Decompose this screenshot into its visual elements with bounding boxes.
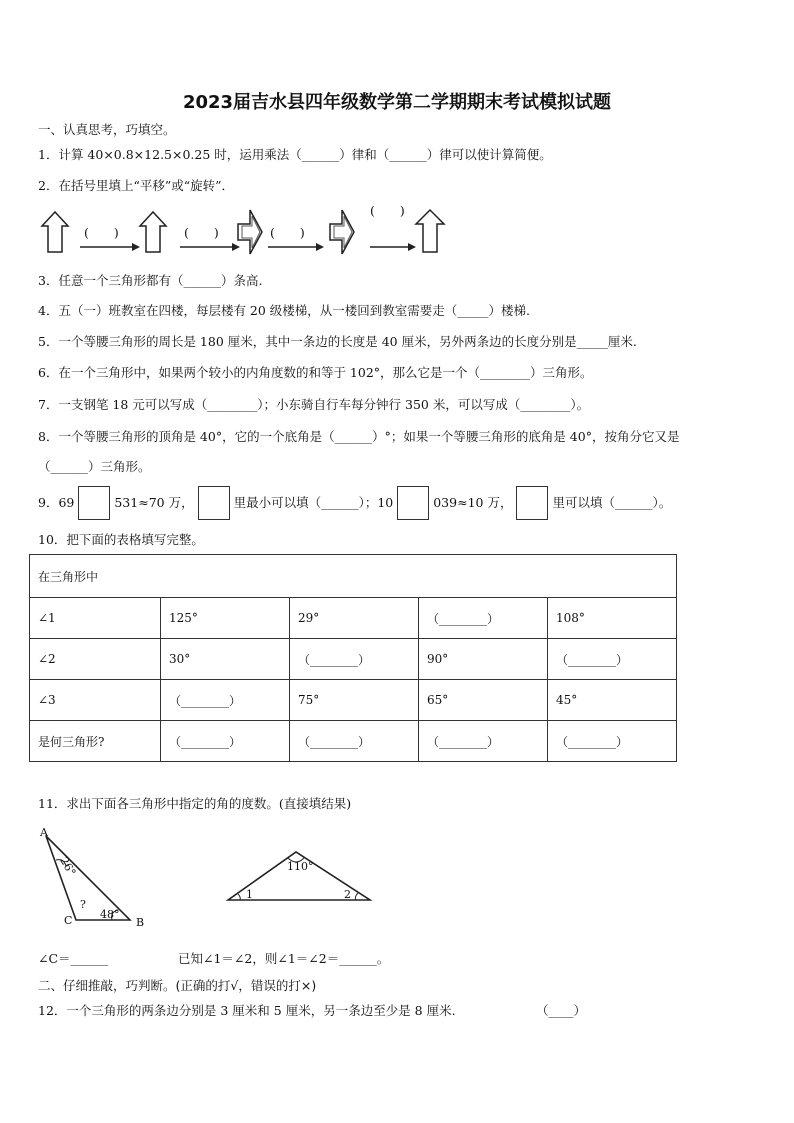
table-cell: ∠1 <box>30 598 161 639</box>
table-cell[interactable]: （________） <box>161 721 290 762</box>
q9-box-2[interactable] <box>198 486 230 520</box>
q2-blank-4[interactable]: ( ) <box>370 203 405 218</box>
question-10: 10．把下面的表格填写完整。 <box>38 532 204 547</box>
table-header-cell: 在三角形中 <box>30 555 677 598</box>
q11-answer-1: ∠C＝______ <box>38 951 109 966</box>
q9-box-1[interactable] <box>78 486 110 520</box>
table-cell[interactable]: （________） <box>548 721 677 762</box>
label-c: C <box>64 914 73 927</box>
label-2: 2 <box>344 888 351 901</box>
arrow-head-1 <box>132 243 140 251</box>
up-arrow-shape-1 <box>42 212 68 252</box>
table-cell[interactable]: （________） <box>419 598 548 639</box>
q2-blank-3[interactable]: ( ) <box>270 225 305 240</box>
arrow-head-3 <box>316 243 324 251</box>
table-cell: 30° <box>161 639 290 680</box>
q9-box-3[interactable] <box>397 486 429 520</box>
table-cell[interactable]: （________） <box>161 680 290 721</box>
question-4: 4．五（一）班教室在四楼，每层楼有 20 级楼梯，从一楼回到教室需要走（_____）楼梯. <box>38 303 531 318</box>
table-cell: 125° <box>161 598 290 639</box>
page-title: 2023届吉水县四年级数学第二学期期末考试模拟试题 <box>182 92 612 113</box>
question-3: 3．任意一个三角形都有（______）条高. <box>38 273 263 288</box>
question-8-line-2: （______）三角形。 <box>38 459 151 474</box>
angle-table <box>29 554 677 762</box>
arrow-head-4 <box>408 243 416 251</box>
table-cell[interactable]: （________） <box>548 639 677 680</box>
question-9 <box>38 486 671 520</box>
right-arrow-inner-1 <box>242 216 260 248</box>
label-question: ? <box>80 898 86 911</box>
label-110: 110° <box>287 860 314 873</box>
question-2: 2．在括号里填上“平移”或“旋转”． <box>38 178 235 193</box>
q9-part-5: 里可以填（______）。 <box>552 495 672 510</box>
angle-1-arc <box>238 894 240 900</box>
table-cell[interactable]: （________） <box>290 639 419 680</box>
q9-part-3: 里最小可以填（______）；10 <box>233 495 394 510</box>
table-cell: ∠2 <box>30 639 161 680</box>
q2-blank-1[interactable]: ( ) <box>84 225 119 240</box>
q2-blank-2[interactable]: ( ) <box>184 225 219 240</box>
q9-part-4: 039≈10 万， <box>433 495 513 510</box>
table-cell: 90° <box>419 639 548 680</box>
q9-box-4[interactable] <box>516 486 548 520</box>
q11-answer-2: 已知∠1＝∠2，则∠1＝∠2＝______。 <box>178 951 390 966</box>
section-1-heading: 一、认真思考，巧填空。 <box>38 122 176 137</box>
up-arrow-shape-3 <box>416 210 444 252</box>
label-a: A <box>40 826 48 839</box>
up-arrow-shape-2 <box>140 212 166 252</box>
table-cell: 是何三角形? <box>30 721 161 762</box>
q9-part-1: 9．69 <box>38 495 75 510</box>
table-cell: ∠3 <box>30 680 161 721</box>
q9-part-2: 531≈70 万， <box>114 495 194 510</box>
question-7: 7．一支钢笔 18 元可以写成（________）；小东骑自行车每分钟行 350 米，可以写成（________）。 <box>38 397 590 412</box>
arrow-head-2 <box>232 243 240 251</box>
label-angle-a: 26° <box>57 854 79 879</box>
question-1: 1．计算 40×0.8×12.5×0.25 时，运用乘法（______）律和（______）律可以使计算简便。 <box>38 147 552 162</box>
right-arrow-inner-2 <box>334 216 352 248</box>
label-1: 1 <box>246 888 253 901</box>
table-row <box>30 598 677 639</box>
question-6: 6．在一个三角形中，如果两个较小的内角度数的和等于 102°，那么它是一个（________）三角形。 <box>38 365 593 380</box>
table-cell: 108° <box>548 598 677 639</box>
table-cell: 65° <box>419 680 548 721</box>
question-12: 12．一个三角形的两条边分别是 3 厘米和 5 厘米，另一条边至少是 8 厘米. <box>38 1003 456 1018</box>
label-b: B <box>136 916 145 929</box>
question-11: 11．求出下面各三角形中指定的角的度数。(直接填结果) <box>38 796 352 811</box>
section-2-heading: 二、仔细推敲，巧判断。(正确的打√，错误的打×) <box>38 978 317 993</box>
table-row <box>30 680 677 721</box>
angle-2-arc <box>355 893 358 900</box>
table-cell: 29° <box>290 598 419 639</box>
question-8-line-1: 8．一个等腰三角形的顶角是 40°，它的一个底角是（______）°；如果一个等腰三角形的底角是 40°，按角分它又是 <box>38 429 680 444</box>
q12-blank[interactable]: （____） <box>536 1003 587 1018</box>
table-cell: 45° <box>548 680 677 721</box>
table-cell[interactable]: （________） <box>290 721 419 762</box>
table-row <box>30 639 677 680</box>
label-angle-b: 48° <box>100 908 120 921</box>
table-cell: 75° <box>290 680 419 721</box>
table-header-row <box>30 555 677 598</box>
question-5: 5．一个等腰三角形的周长是 180 厘米，其中一条边的长度是 40 厘米，另外两条边的长度分别是_____厘米. <box>38 334 637 349</box>
table-row <box>30 721 677 762</box>
table-cell[interactable]: （________） <box>419 721 548 762</box>
